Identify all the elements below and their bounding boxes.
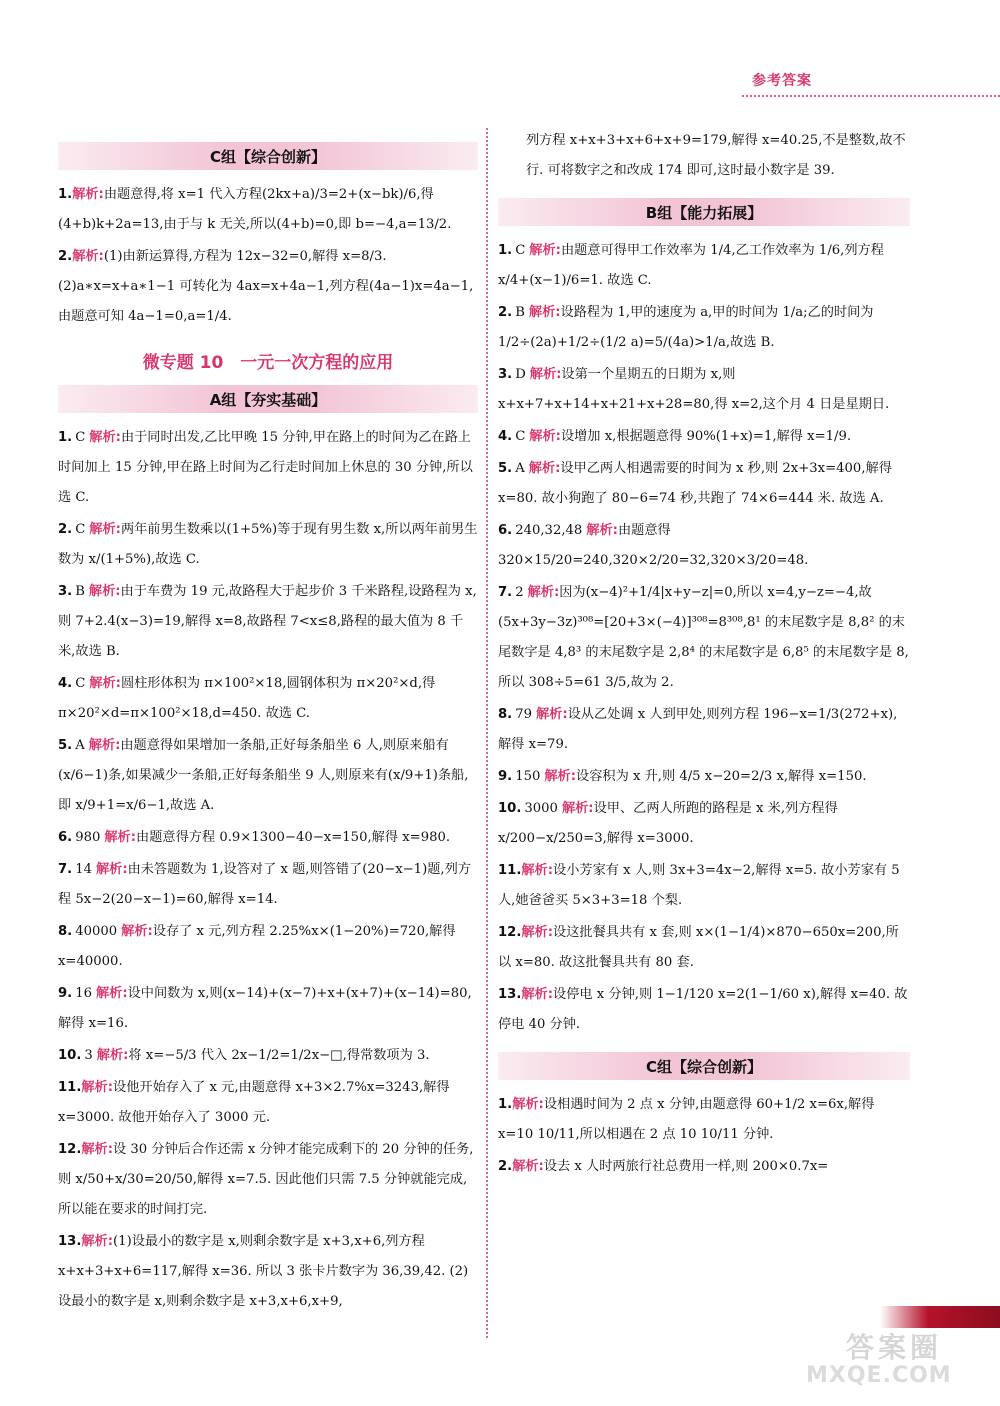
jiexi-label: 解析:	[81, 1142, 114, 1157]
entry-text: 设路程为 1,甲的速度为 a,甲的时间为 1/a;乙的时间为 1/2÷(2a)+1/2÷(1/2 a)=5/(4a)>1/a,故选 B.	[498, 305, 874, 350]
jiexi-label: 解析:	[121, 924, 153, 939]
jiexi-label: 解析:	[89, 522, 121, 537]
answer-entry	[498, 918, 910, 978]
answer-entry	[58, 1135, 478, 1225]
continuation-text: 列方程 x+x+3+x+6+x+9=179,解得 x=40.25,不是整数,故不行. 可将数字之和改成 174 即可,这时最小数字是 39.	[526, 133, 906, 178]
entry-text: 因为(x−4)²+1/4|x+y−z|=0,所以 x=4,y−z=−4,故(5x+3y−3z)³⁰⁸=[20+3×(−4)]³⁰⁸=8³⁰⁸,8¹ 的末尾数字是 8,8² 的末尾数字是 4,8³ 的末尾数字是 2,8⁴ 的末尾数字是 6,8⁵ 的末尾数字是 8,所以 308÷5=61 3/5,故为 2.	[498, 585, 909, 690]
entry-answer: 40000	[75, 924, 118, 939]
section-band-a-group: A组【夯实基础】	[58, 385, 478, 413]
entry-number: 12.	[498, 925, 522, 940]
entry-answer: C	[515, 429, 526, 444]
answer-entry	[498, 454, 910, 514]
entry-number: 1.	[498, 1097, 513, 1112]
entry-text: 设甲乙两人相遇需要的时间为 x 秒,则 2x+3x=400,解得 x=80. 故小狗跑了 80−6=74 秒,共跑了 74×6=444 米. 故选 A.	[498, 461, 892, 506]
answer-entry	[498, 700, 910, 760]
section-band-c-group-top: C组【综合创新】	[58, 142, 478, 170]
answer-entry	[58, 1041, 478, 1071]
entry-answer: 980	[75, 830, 101, 845]
entry-answer: C	[75, 522, 86, 537]
jiexi-label: 解析:	[586, 523, 618, 538]
jiexi-label: 解析:	[95, 986, 128, 1001]
page-header-label: 参考答案	[752, 73, 812, 89]
answer-entry	[498, 422, 910, 452]
entry-text: (1)由新运算得,方程为 12x−32=0,解得 x=8/3. (2)a∗x=x+a∗1−1 可转化为 4ax=x+4a−1,列方程(4a−1)x=4a−1,由题意可知 4a−1=0,a=1/4.	[58, 249, 474, 324]
section-band-c-group: C组【综合创新】	[498, 1052, 910, 1080]
entry-number: 2.	[58, 249, 73, 264]
answer-entry	[498, 516, 910, 576]
entry-number: 2.	[498, 1159, 513, 1174]
entry-text: 由未答题数为 1,设答对了 x 题,则答错了(20−x−1)题,列方程 5x−2(20−x−1)=60,解得 x=14.	[58, 862, 471, 907]
entry-number: 9.	[58, 986, 73, 1001]
answer-entry	[58, 577, 478, 667]
jiexi-label: 解析:	[528, 305, 561, 320]
entry-text: 设去 x 人时两旅行社总费用一样,则 200×0.7x=	[543, 1159, 829, 1174]
entry-answer: C	[75, 430, 86, 445]
answer-entry	[498, 298, 910, 358]
jiexi-label: 解析:	[512, 1097, 544, 1112]
answer-entry	[58, 855, 478, 915]
entry-number: 5.	[498, 461, 513, 476]
entry-text: 由题意得如果增加一条船,正好每条船坐 6 人,则原来船有(x/6−1)条,如果减少一条船,正好每条船坐 9 人,则原来有(x/9+1)条船,即 x/9+1=x/6−1,故选 A.	[58, 738, 469, 813]
entry-answer: B	[75, 584, 85, 599]
entry-number: 4.	[498, 429, 513, 444]
c-group-list	[498, 1090, 910, 1182]
entry-number: 10.	[498, 801, 522, 816]
answer-entry	[58, 180, 478, 240]
watermark	[806, 1326, 986, 1388]
entry-text: 圆柱形体积为 π×100²×18,圆钢体积为 π×20²×d,得 π×20²×d=π×100²×18,d=450. 故选 C.	[58, 676, 436, 721]
header-dotted-rule	[742, 95, 1000, 97]
answer-entry	[498, 236, 910, 296]
entry-text: 设第一个星期五的日期为 x,则 x+x+7+x+14+x+21+x+28=80,得 x=2,这个月 4 日是星期日.	[498, 367, 890, 412]
a-group-list	[58, 423, 478, 1317]
watermark-logo: 答案圈	[846, 1331, 943, 1364]
entry-number: 7.	[58, 862, 73, 877]
jiexi-label: 解析:	[535, 707, 568, 722]
jiexi-label: 解析:	[521, 925, 554, 940]
jiexi-label: 解析:	[72, 249, 104, 264]
jiexi-label: 解析:	[529, 243, 561, 258]
answer-entry	[498, 1090, 910, 1150]
entry-text: 设这批餐具共有 x 套,则 x×(1−1/4)×870−650x=200,所以 x=80. 故这批餐具共有 80 套.	[498, 925, 899, 970]
entry-answer: C	[75, 676, 86, 691]
entry-text: 由题意可得甲工作效率为 1/4,乙工作效率为 1/6,列方程 x/4+(x−1)/6=1. 故选 C.	[498, 243, 884, 288]
entry-text: 设从乙处调 x 人到甲处,则列方程 196−x=1/3(272+x),解得 x=79.	[498, 707, 898, 752]
topic-title: 微专题 10 一元一次方程的应用	[142, 353, 394, 373]
entry-number: 9.	[498, 769, 513, 784]
section-band-b-group: B组【能力拓展】	[498, 198, 910, 226]
jiexi-label: 解析:	[521, 863, 554, 878]
answer-entry	[58, 917, 478, 977]
entry-number: 6.	[498, 523, 513, 538]
entry-number: 1.	[498, 243, 513, 258]
jiexi-label: 解析:	[561, 801, 594, 816]
entry-number: 13.	[498, 987, 522, 1002]
column-divider	[486, 128, 488, 1338]
entry-text: (1)设最小的数字是 x,则剩余数字是 x+3,x+6,列方程 x+x+3+x+6=117,解得 x=36. 所以 3 张卡片数字为 36,39,42. (2)设最小的数字是 x,则剩余数字是 x+3,x+6,x+9,	[58, 1234, 469, 1309]
entry-text: 设中间数为 x,则(x−14)+(x−7)+x+(x+7)+(x−14)=80,解得 x=16.	[58, 986, 472, 1031]
jiexi-label: 解析:	[89, 676, 121, 691]
entry-text: 由题意得 320×15/20=240,320×2/20=32,320×3/20=48.	[498, 523, 809, 568]
entry-answer: 2	[515, 585, 524, 600]
jiexi-label: 解析:	[89, 430, 121, 445]
jiexi-label: 解析:	[96, 1048, 129, 1063]
entry-text: 由题意得,将 x=1 代入方程(2kx+a)/3=2+(x−bk)/6,得(4+b)k+2a=13,由于与 k 无关,所以(4+b)=0,即 b=−4,a=13/2.	[58, 187, 452, 232]
jiexi-label: 解析:	[529, 367, 562, 382]
jiexi-label: 解析:	[81, 1080, 114, 1095]
entry-answer: C	[515, 243, 526, 258]
entry-answer: 14	[75, 862, 92, 877]
answer-entry	[498, 794, 910, 854]
entry-number: 10.	[58, 1048, 82, 1063]
entry-text: 由题意得方程 0.9×1300−40−x=150,解得 x=980.	[136, 830, 451, 845]
entry-number: 1.	[58, 430, 73, 445]
entry-answer: 3	[84, 1048, 93, 1063]
entry-answer: 3000	[524, 801, 558, 816]
jiexi-label: 解析:	[521, 987, 554, 1002]
jiexi-label: 解析:	[81, 1234, 114, 1249]
jiexi-label: 解析:	[72, 187, 104, 202]
entry-number: 4.	[58, 676, 73, 691]
entry-number: 7.	[498, 585, 513, 600]
entry-number: 13.	[58, 1234, 82, 1249]
entry-text: 设容积为 x 升,则 4/5 x−20=2/3 x,解得 x=150.	[576, 769, 867, 784]
entry-answer: 240,32,48	[515, 523, 583, 538]
entry-text: 设增加 x,根据题意得 90%(1+x)=1,解得 x=1/9.	[560, 429, 852, 444]
jiexi-label: 解析:	[527, 585, 560, 600]
jiexi-label: 解析:	[88, 584, 121, 599]
answer-entry	[58, 423, 478, 513]
entry-text: 由于车费为 19 元,故路程大于起步价 3 千米路程,设路程为 x,则 7+2.4(x−3)=19,解得 x=8,故路程 7<x≤8,路程的最大值为 8 千米,故选 B.	[58, 584, 477, 659]
entry-text: 设停电 x 分钟,则 1−1/120 x=2(1−1/60 x),解得 x=40. 故停电 40 分钟.	[498, 987, 908, 1032]
entry-text: 设 30 分钟后合作还需 x 分钟才能完成剩下的 20 分钟的任务,则 x/50+x/30=20/50,解得 x=7.5. 因此他们只需 7.5 分钟就能完成,所以能在要求的时间打完.	[58, 1142, 474, 1217]
jiexi-label: 解析:	[104, 830, 137, 845]
entry-answer: A	[515, 461, 525, 476]
c-group-top-list	[58, 180, 478, 332]
entry-number: 1.	[58, 187, 73, 202]
entry-text: 设他开始存入了 x 元,由题意得 x+3×2.7%x=3243,解得 x=3000. 故他开始存入了 3000 元.	[58, 1080, 450, 1125]
entry-text: 设存了 x 元,列方程 2.25%x×(1−20%)=720,解得 x=40000.	[58, 924, 456, 969]
answer-entry	[498, 762, 910, 792]
answer-entry	[58, 515, 478, 575]
entry-answer: 79	[515, 707, 532, 722]
entry-number: 12.	[58, 1142, 82, 1157]
entry-text: 两年前男生数乘以(1+5%)等于现有男生数 x,所以两年前男生数为 x/(1+5%),故选 C.	[58, 522, 478, 567]
entry-number: 6.	[58, 830, 73, 845]
entry-number: 8.	[58, 924, 73, 939]
entry-answer: 16	[75, 986, 92, 1001]
entry-text: 设相遇时间为 2 点 x 分钟,由题意得 60+1/2 x=6x,解得 x=10 10/11,所以相遇在 2 点 10 10/11 分钟.	[498, 1097, 875, 1142]
jiexi-label: 解析:	[95, 862, 128, 877]
jiexi-label: 解析:	[544, 769, 577, 784]
answer-entry	[498, 980, 910, 1040]
answer-entry	[498, 1152, 910, 1182]
entry-number: 11.	[498, 863, 522, 878]
answer-entry	[498, 578, 910, 698]
entry-answer: A	[75, 738, 85, 753]
entry-answer: 150	[515, 769, 541, 784]
entry-answer: B	[515, 305, 525, 320]
answer-entry	[58, 242, 478, 332]
answer-entry	[58, 669, 478, 729]
jiexi-label: 解析:	[88, 738, 121, 753]
answer-entry	[58, 979, 478, 1039]
left-column	[58, 130, 478, 1319]
entry-answer: D	[515, 367, 526, 382]
answer-entry	[58, 823, 478, 853]
right-column	[498, 130, 910, 1184]
jiexi-label: 解析:	[528, 461, 561, 476]
answer-entry	[58, 731, 478, 821]
entry-text: 将 x=−5/3 代入 2x−1/2=1/2x−□,得常数项为 3.	[128, 1048, 430, 1063]
entry-number: 2.	[498, 305, 513, 320]
corner-red-strip	[880, 1306, 1000, 1328]
entry-text: 由于同时出发,乙比甲晚 15 分钟,甲在路上的时间为乙在路上时间加上 15 分钟,甲在路上时间为乙行走时间加上休息的 30 分钟,所以选 C.	[58, 430, 473, 505]
entry-text: 设甲、乙两人所跑的路程是 x 米,列方程得 x/200−x/250=3,解得 x=3000.	[498, 801, 838, 846]
answer-entry	[58, 1227, 478, 1317]
entry-number: 2.	[58, 522, 73, 537]
b-group-list	[498, 236, 910, 1040]
answer-entry	[498, 856, 910, 916]
jiexi-label: 解析:	[529, 429, 561, 444]
jiexi-label: 解析:	[512, 1159, 544, 1174]
entry-number: 3.	[498, 367, 513, 382]
entry-number: 8.	[498, 707, 513, 722]
watermark-url: MXQE.COM	[806, 1363, 952, 1388]
entry-number: 5.	[58, 738, 73, 753]
entry-number: 11.	[58, 1080, 82, 1095]
answer-entry	[498, 360, 910, 420]
entry-text: 设小芳家有 x 人,则 3x+3=4x−2,解得 x=5. 故小芳家有 5 人,她爸爸买 5×3+3=18 个梨.	[498, 863, 900, 908]
answer-entry	[58, 1073, 478, 1133]
entry-number: 3.	[58, 584, 73, 599]
